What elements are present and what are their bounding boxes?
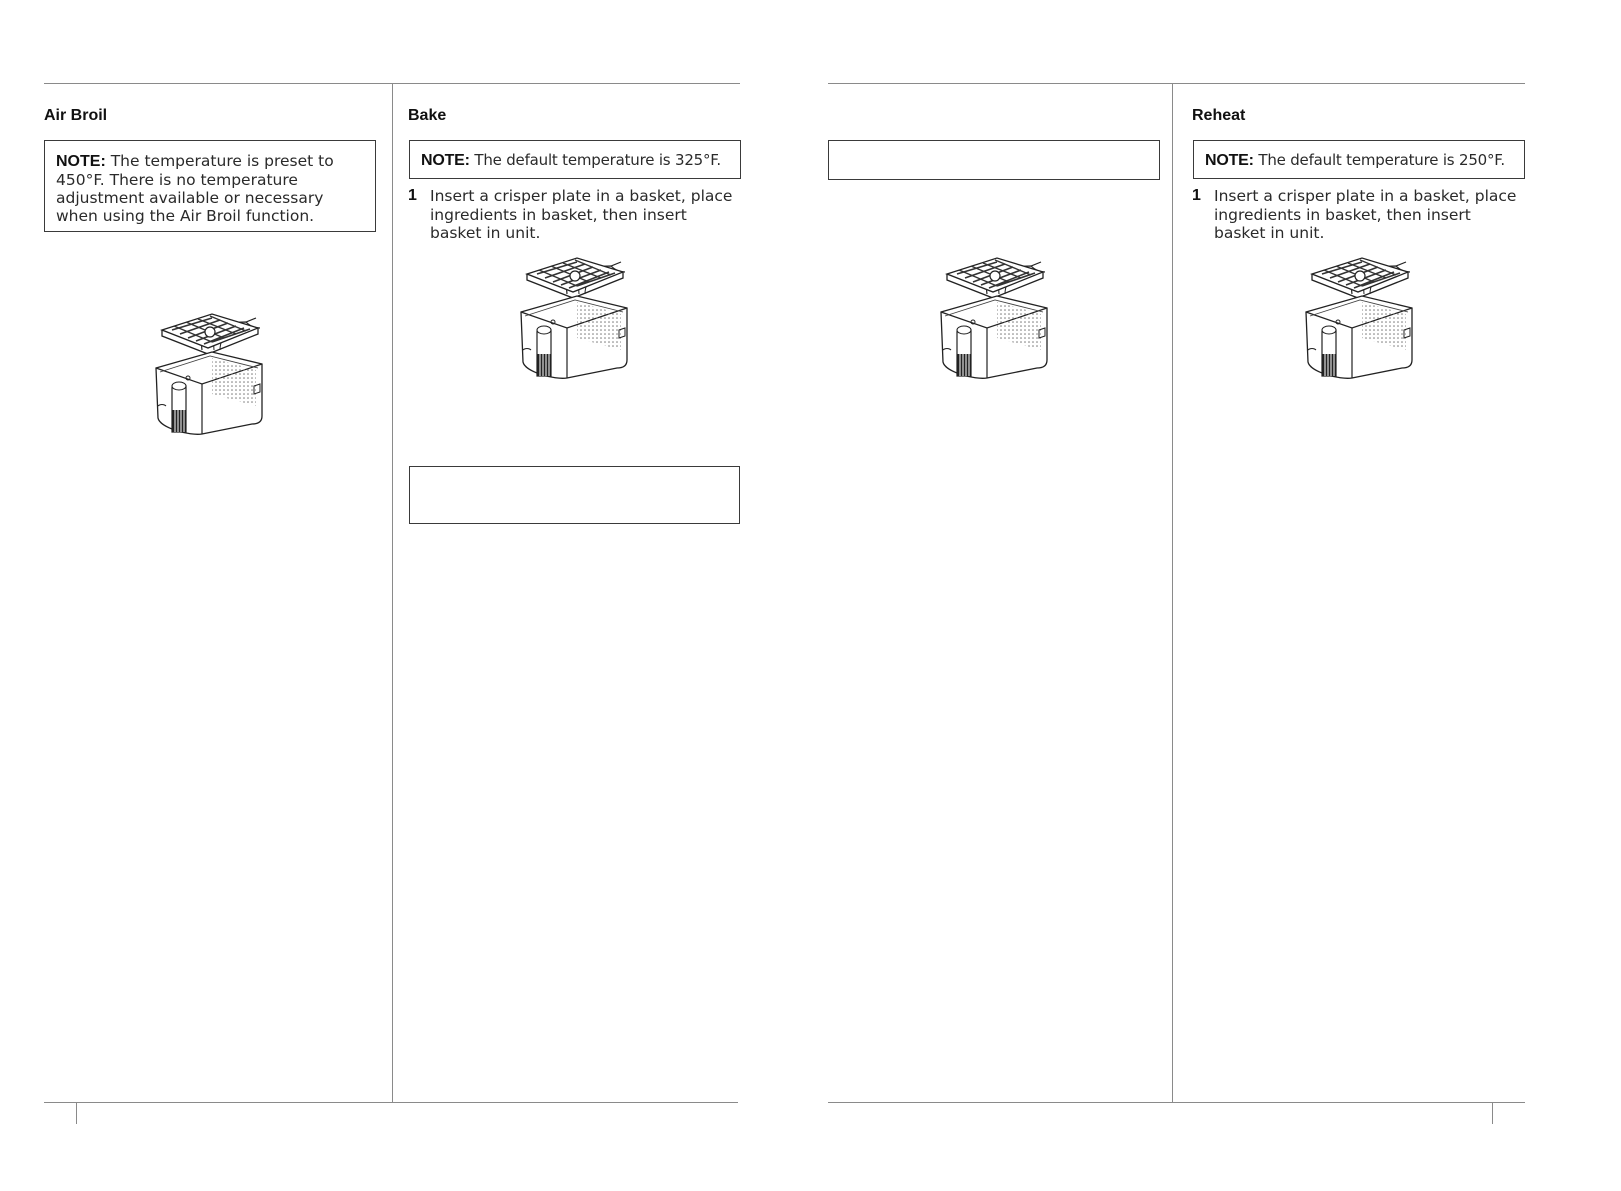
crisper-plate-basket-icon [935, 232, 1055, 382]
section-heading-reheat: Reheat [1192, 107, 1246, 124]
column-divider [392, 83, 393, 1103]
bottom-rule [828, 1102, 1525, 1103]
note-text: The default temperature is 325°F. [474, 151, 721, 169]
step-text: Insert a crisper plate in a basket, place ingredients in basket, then insert basket in unit. [1214, 187, 1517, 242]
page-corner-mark [1492, 1102, 1493, 1124]
crisper-plate-basket-icon [515, 232, 635, 382]
note-box-air-broil [44, 140, 376, 232]
bottom-rule [44, 1102, 738, 1103]
note-box-bake [409, 140, 741, 179]
note-box-reheat [1193, 140, 1525, 179]
top-rule [828, 83, 1525, 84]
step-text: Insert a crisper plate in a basket, place ingredients in basket, then insert basket in unit. [430, 187, 733, 242]
section-heading-bake: Bake [408, 107, 447, 124]
step-number: 1 [408, 187, 417, 204]
note-text: The default temperature is 250°F. [1258, 151, 1505, 169]
crisper-plate-basket-icon [1300, 232, 1420, 382]
step-number: 1 [1192, 187, 1201, 204]
empty-note-box [828, 140, 1160, 180]
note-label: NOTE: [421, 152, 470, 169]
note-label: NOTE: [56, 153, 106, 170]
note-label: NOTE: [1205, 152, 1254, 169]
note-text: The temperature is preset to 450°F. There is no temperature adjustment available or necessary when using the Air Broil function. [56, 152, 334, 225]
section-heading-air-broil: Air Broil [44, 107, 108, 124]
crisper-plate-basket-icon [150, 288, 270, 438]
page-corner-mark [76, 1102, 77, 1124]
column-divider [1172, 83, 1173, 1103]
empty-note-box [409, 466, 740, 524]
